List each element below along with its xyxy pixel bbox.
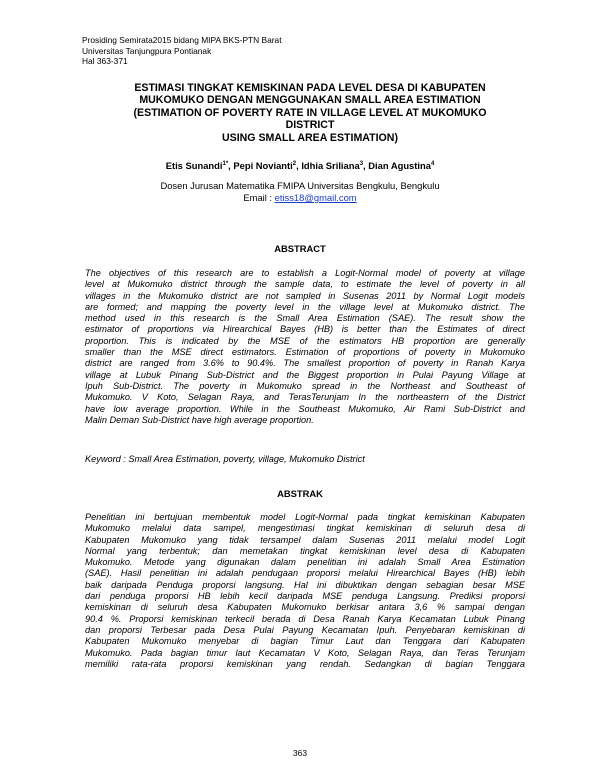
email-link[interactable]: etiss18@gmail.com bbox=[274, 192, 357, 203]
author-name: Etis Sunandi bbox=[165, 160, 223, 171]
abstract-line: village at Lubuk Pinang Sub-District and the Biggest proportion in Pulai Payung Village at bbox=[85, 369, 525, 380]
affiliation-block bbox=[82, 180, 518, 204]
title-line: MUKOMUKO DENGAN MENGGUNAKAN SMALL AREA ESTIMATION bbox=[139, 94, 481, 107]
author-separator: , bbox=[228, 160, 234, 171]
author-separator: , bbox=[296, 160, 302, 171]
header-university: Universitas Tanjungpura Pontianak bbox=[82, 45, 212, 56]
abstract-line: have low average proportion. While in the Southeast Mukomuko, Air Rami Sub-District and bbox=[85, 403, 525, 414]
abstrak-line: Kabupaten Mukomuko yang tidak tersampel dalam Susenas 2011 melalui model Logit bbox=[85, 534, 525, 545]
email-label: Email : bbox=[243, 192, 275, 203]
author-affiliation-mark: 2 bbox=[292, 160, 297, 167]
abstrak-line: Normal yang terbentuk; dan memetakan tingkat kemiskinan level desa di Kabupaten bbox=[85, 545, 525, 556]
abstract-line: Mukomuko. V Koto, Selagan Raya, and TerasTerunjam In the northeastern of the District bbox=[85, 392, 525, 403]
title-line: DISTRICT bbox=[285, 119, 335, 132]
abstract-line: Ipuh Sub-District. The poverty in Mukomuko spread in the Northeast and Southeast of bbox=[85, 380, 525, 391]
abstract-line: estimator of proportions via Hirearchical Bayes (HB) is better than the Estimates of direct bbox=[85, 324, 525, 335]
abstract-heading: ABSTRACT bbox=[274, 243, 326, 254]
affiliation-email-line bbox=[82, 192, 518, 204]
abstract-line: method used in this research is the Small Area Estimation (SAE). The result show the bbox=[85, 313, 525, 324]
abstrak-line: Mukomuko. Pada bagian timur laut Kecamatan V Koto, Selagan Raya, dan Teras Terunjam bbox=[85, 647, 525, 658]
abstract-line: proportion. This is indicated by the MSE of the estimators HB proportion are generally bbox=[85, 335, 525, 346]
abstract-line: villages in the Mukomuko district are not sampled in Susenas 2011 by Normal Logit models bbox=[85, 290, 525, 301]
abstract-line: The objectives of this research are to establish a Logit-Normal model of poverty at village bbox=[85, 268, 525, 278]
abstract-line: district are ranged from 3.6% to 90.4%. The smallest proportion of poverty in Ranah Karya bbox=[85, 358, 525, 369]
abstrak-line: 90.4 %. Proporsi kemiskinan terkecil berada di Desa Ranah Karya Kecamatan Lubuk Pinang bbox=[85, 613, 525, 624]
abstrak-line: memiliki rata-rata proporsi kemiskinan yang rendah. Sedangkan di bagian Tenggara bbox=[85, 658, 525, 669]
author-name: Dian Agustina bbox=[368, 160, 431, 171]
author-affiliation-mark: 3 bbox=[359, 160, 364, 167]
abstract-line: level at Mukomuko district through the sample data, to estimate the level of poverty in all bbox=[85, 279, 525, 290]
abstrak-heading: ABSTRAK bbox=[277, 488, 323, 499]
abstrak-line: Kabupaten Mukomuko menyebar di bagian Timur Laut dan Tenggara dari Kabupaten bbox=[85, 636, 525, 647]
keywords: Keyword : Small Area Estimation, poverty, village, Mukomuko District bbox=[85, 454, 365, 464]
abstrak-body bbox=[85, 512, 525, 670]
abstract-body bbox=[85, 268, 525, 426]
author-separator: , bbox=[363, 160, 369, 171]
abstract-line: Malin Deman Sub-District have high average proportion. bbox=[85, 414, 314, 425]
title-line: USING SMALL AREA ESTIMATION) bbox=[222, 131, 398, 144]
header-proceedings: Prosiding Semirata2015 bidang MIPA BKS-PTN Barat bbox=[82, 35, 282, 45]
author-list bbox=[82, 160, 518, 171]
page-header bbox=[82, 35, 282, 67]
header-pages: Hal 363-371 bbox=[82, 56, 128, 66]
abstrak-line: Mukomuko. Metode yang digunakan dalam penelitian ini adalah Small Area Estimation bbox=[85, 557, 525, 568]
abstrak-line: Mukomuko melalui data sampel, mengestimasi tingkat kemiskinan di seluruh desa di bbox=[85, 523, 525, 534]
abstract-line: smaller than the MSE direct estimators. Estimation of proportions of poverty in Mukomuko bbox=[85, 347, 525, 358]
abstrak-line: dari penduga proporsi HB lebih kecil daripada MSE penduga Langsung. Prediksi proporsi bbox=[85, 591, 525, 602]
abstrak-line: Penelitian ini bertujuan membentuk model Logit-Normal pada tingkat kemiskinan Kabupaten bbox=[85, 512, 525, 522]
paper-title bbox=[100, 82, 520, 144]
author-affiliation-mark: 4 bbox=[430, 160, 435, 167]
abstrak-line: kemiskinan di seluruh desa Kabupaten Mukomuko berkisar antara 3,6 % sampai dengan bbox=[85, 602, 525, 613]
abstrak-line: (SAE). Hasil penelitian ini adalah pendugaan proporsi melalui Hirearchical Bayes (HB) lebih bbox=[85, 568, 525, 579]
author-name: Pepi Novianti bbox=[233, 160, 293, 171]
affiliation-institution: Dosen Jurusan Matematika FMIPA Universitas Bengkulu, Bengkulu bbox=[160, 180, 440, 191]
abstract-line: are formed; and mapping the poverty level in the village level at Mukomuko district. The bbox=[85, 301, 525, 312]
page-number: 363 bbox=[293, 748, 307, 758]
author-name: Idhia Sriliana bbox=[301, 160, 360, 171]
abstrak-line: baik daripada Penduga proporsi langsung. Hal ini dibuktikan dengan sebagian besar MSE bbox=[85, 579, 525, 590]
author-affiliation-mark: 1* bbox=[222, 160, 229, 167]
abstrak-line: dan proporsi Terbesar pada Desa Pulai Payung Kecamatan Ipuh. Penyebaran kemiskinan di bbox=[85, 624, 525, 635]
title-line: ESTIMASI TINGKAT KEMISKINAN PADA LEVEL DESA DI KABUPATEN bbox=[134, 82, 486, 94]
title-line: (ESTIMATION OF POVERTY RATE IN VILLAGE LEVEL AT MUKOMUKO bbox=[133, 106, 487, 119]
